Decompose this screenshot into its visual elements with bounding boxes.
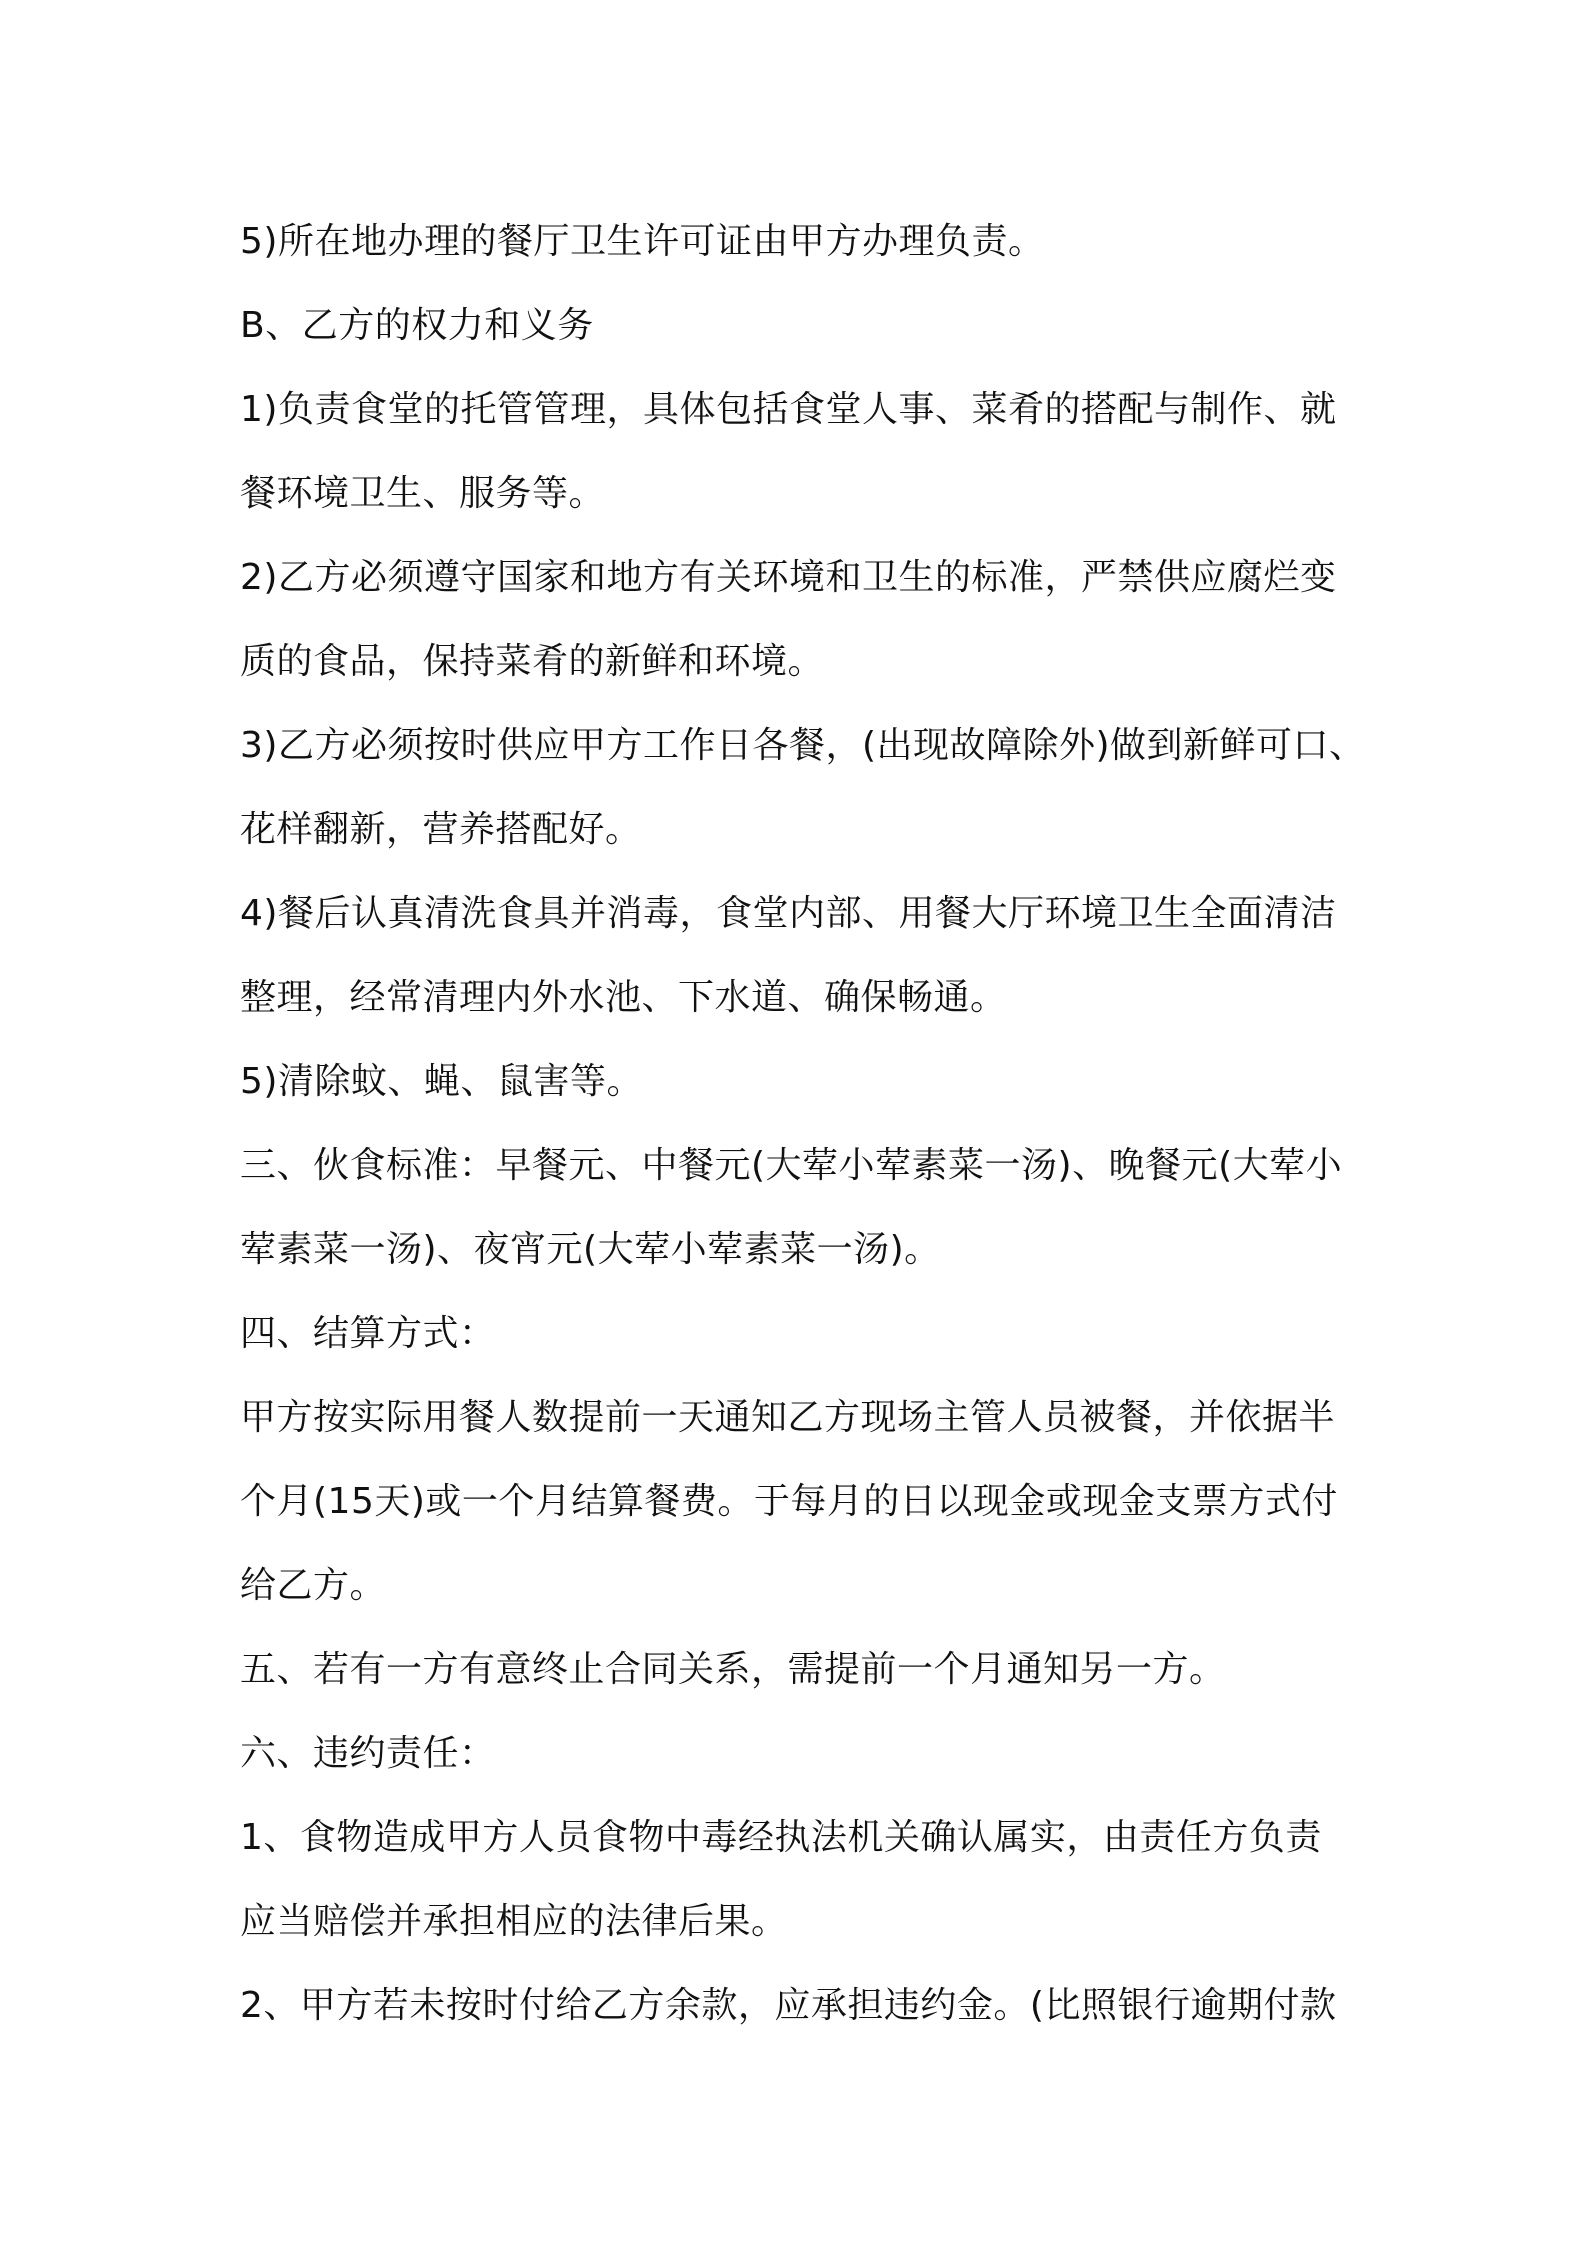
text-line: 给乙方。	[240, 1565, 387, 1606]
text-line: 应当赔偿并承担相应的法律后果。	[240, 1901, 788, 1942]
text-line: 餐环境卫生、服务等。	[240, 473, 606, 514]
text-line: 质的食品，保持菜肴的新鲜和环境。	[240, 641, 825, 682]
text-line: 整理，经常清理内外水池、下水道、确保畅通。	[240, 977, 1007, 1018]
section-heading: 六、违约责任：	[240, 1733, 496, 1774]
text-line: 1、食物造成甲方人员食物中毒经执法机关确认属实，由责任方负责	[240, 1817, 1322, 1858]
section-heading: 四、结算方式：	[240, 1313, 496, 1354]
text-line: 1)负责食堂的托管管理，具体包括食堂人事、菜肴的搭配与制作、就	[240, 389, 1337, 430]
text-line: 甲方按实际用餐人数提前一天通知乙方现场主管人员被餐，并依据半	[240, 1397, 1336, 1438]
text-line: 2、甲方若未按时付给乙方余款，应承担违约金。(比照银行逾期付款	[240, 1985, 1337, 2026]
text-line: 个月(15天)或一个月结算餐费。于每月的日以现金或现金支票方式付	[240, 1481, 1338, 1522]
text-line: 3)乙方必须按时供应甲方工作日各餐，(出现故障除外)做到新鲜可口、	[240, 725, 1366, 766]
section-heading: B、乙方的权力和义务	[240, 305, 594, 346]
section-heading: 三、伙食标准：早餐元、中餐元(大荤小荤素菜一汤)、晚餐元(大荤小	[240, 1145, 1343, 1186]
text-line: 花样翻新，营养搭配好。	[240, 809, 642, 850]
section-heading: 五、若有一方有意终止合同关系，需提前一个月通知另一方。	[240, 1649, 1226, 1690]
text-line: 4)餐后认真清洗食具并消毒，食堂内部、用餐大厅环境卫生全面清洁	[240, 893, 1337, 934]
text-line: 2)乙方必须遵守国家和地方有关环境和卫生的标准，严禁供应腐烂变	[240, 557, 1337, 598]
text-line: 荤素菜一汤)、夜宵元(大荤小荤素菜一汤)。	[240, 1229, 941, 1270]
text-line: 5)所在地办理的餐厅卫生许可证由甲方办理负责。	[240, 221, 1045, 262]
document-body	[240, 200, 1370, 2048]
text-line: 5)清除蚊、蝇、鼠害等。	[240, 1061, 643, 1102]
